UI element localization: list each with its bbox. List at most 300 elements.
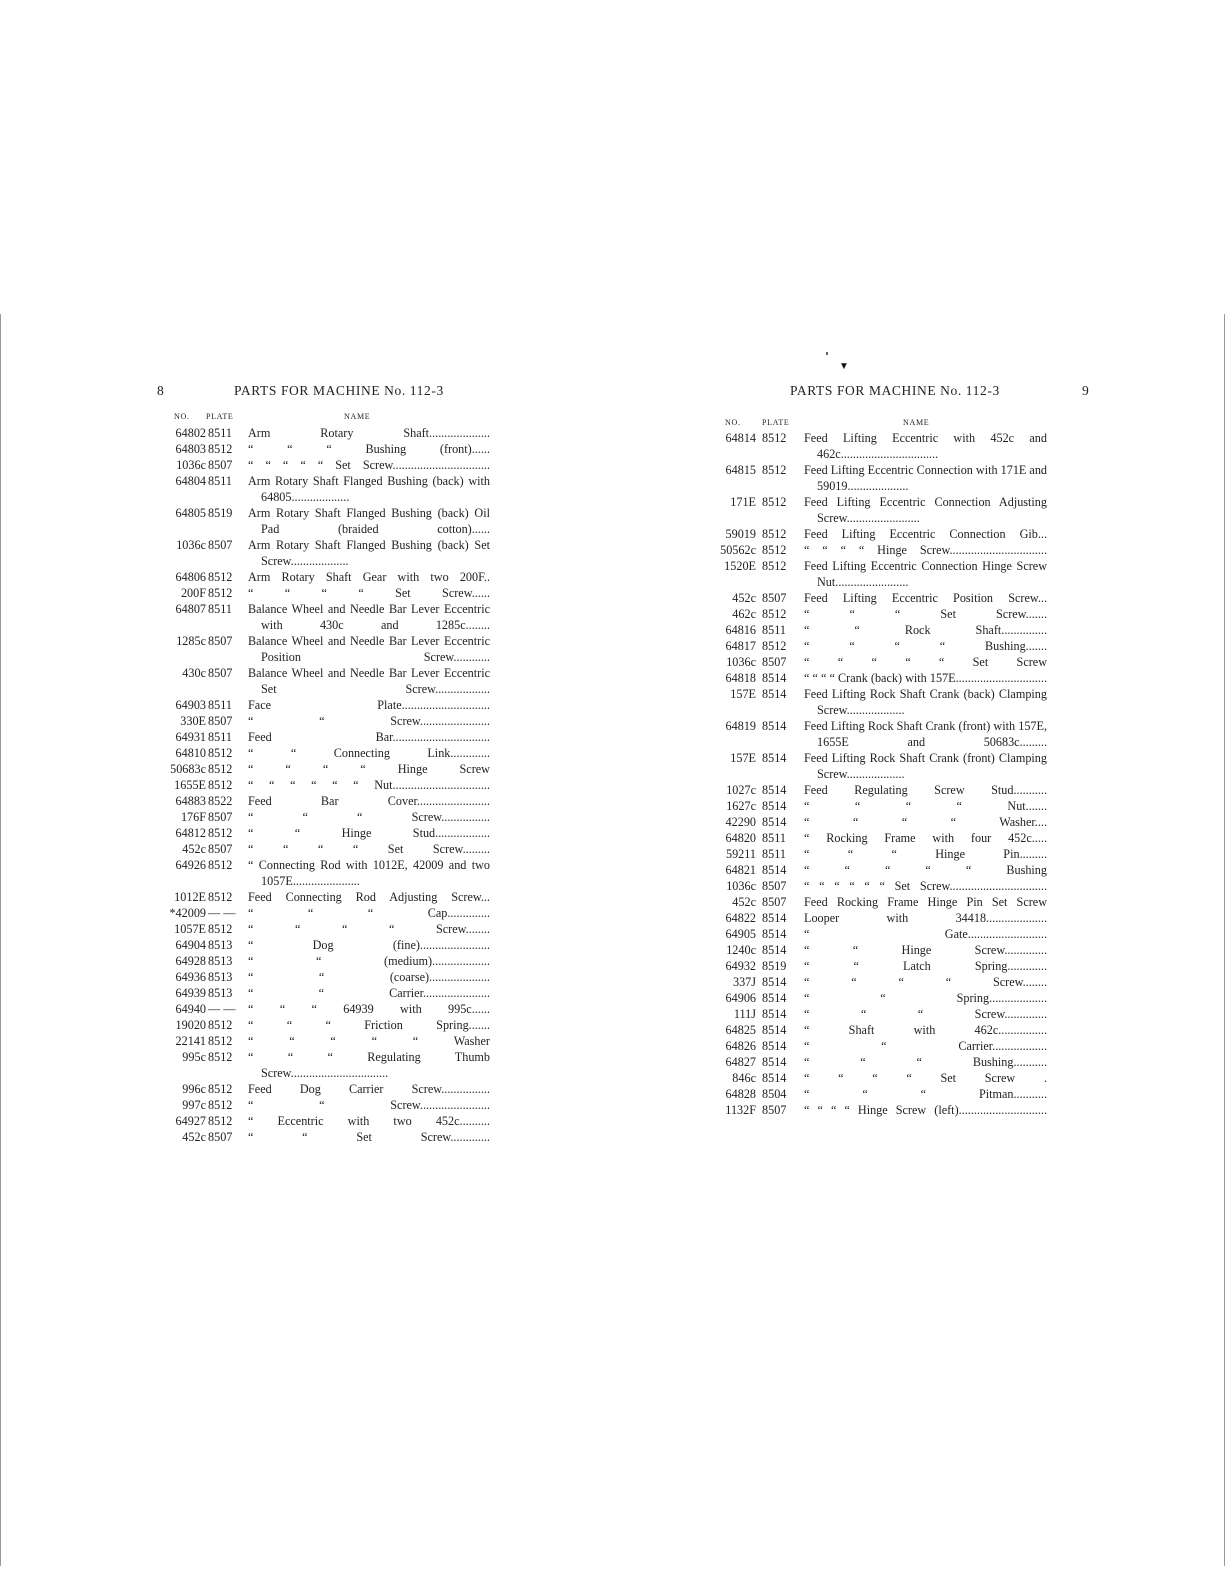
plate-number: 8512 — [208, 1018, 233, 1032]
plate-number: 8504 — [762, 1087, 787, 1101]
plate-number: 8511 — [208, 730, 232, 744]
plate-number: 8512 — [208, 890, 233, 904]
part-entry — [150, 793, 490, 809]
part-name: Feed Lifting Eccentric Position Screw... — [804, 591, 1047, 605]
part-name: “ “ Carrier...................... — [248, 986, 490, 1000]
part-name: Feed Lifting Eccentric Connection with 171E and 59019.................... — [804, 463, 1048, 493]
part-entry — [150, 1001, 490, 1017]
part-entry — [150, 1033, 490, 1049]
part-entry — [150, 777, 490, 793]
part-name: Looper with 34418.................... — [804, 911, 1047, 925]
part-number: 64904 — [175, 938, 206, 952]
part-number: *42009 — [169, 906, 206, 920]
plate-number: 8511 — [208, 426, 232, 440]
plate-number: 8511 — [762, 623, 786, 637]
running-head: PARTS FOR MACHINE No. 112-3 — [234, 383, 444, 398]
part-name: “ “ “ “ “ Washer — [248, 1034, 490, 1048]
plate-number: 8512 — [208, 1050, 233, 1064]
part-name: Arm Rotary Shaft.................... — [248, 426, 490, 440]
part-entry — [150, 633, 490, 665]
part-name: Feed Bar................................ — [248, 730, 490, 744]
part-number: 64806 — [175, 570, 206, 584]
part-entry — [150, 825, 490, 841]
part-name: “ “ “ Friction Spring....... — [248, 1018, 490, 1032]
part-entry — [150, 969, 490, 985]
part-entry — [150, 745, 490, 761]
part-number: 64817 — [725, 639, 756, 653]
part-number: 1036c — [176, 538, 206, 552]
part-entry — [700, 878, 1047, 894]
scan-mark: ▼ — [839, 361, 849, 372]
part-name: “ “ “ Bushing (front)...... — [248, 442, 490, 456]
plate-number: 8512 — [762, 527, 787, 541]
part-name: “ “ “ Screw.............. — [804, 1007, 1047, 1021]
part-number: 50683c — [170, 762, 206, 776]
part-number: 1036c — [726, 879, 756, 893]
part-entry — [700, 1038, 1047, 1054]
part-entry — [700, 558, 1047, 590]
part-name: “ “ Hinge Screw.............. — [804, 943, 1047, 957]
part-entry — [700, 718, 1047, 750]
part-name: “ “ Set Screw............. — [248, 1130, 490, 1144]
part-number: 59211 — [725, 847, 756, 861]
part-name: “ “ Spring................... — [804, 991, 1047, 1005]
part-number: 1285c — [176, 634, 206, 648]
part-entry — [150, 889, 490, 905]
part-number: 64926 — [175, 858, 206, 872]
part-entry — [150, 841, 490, 857]
part-name: Arm Rotary Shaft Gear with two 200F.. — [248, 570, 490, 584]
part-number: 64825 — [725, 1023, 756, 1037]
part-name: “ “ “ “ “ Set Screw................................ — [248, 458, 490, 472]
part-number: 1027c — [726, 783, 756, 797]
part-name: “ “ (medium)................... — [248, 954, 490, 968]
part-entry — [700, 1054, 1047, 1070]
plate-number: 8512 — [208, 826, 233, 840]
plate-number: 8514 — [762, 943, 787, 957]
part-name: “ Eccentric with two 452c.......... — [248, 1114, 490, 1128]
part-name: “ “ (coarse).................... — [248, 970, 490, 984]
part-name: “ “ Latch Spring............. — [804, 959, 1047, 973]
part-number: 64905 — [725, 927, 756, 941]
part-entry — [700, 1102, 1047, 1118]
part-entry — [150, 729, 490, 745]
part-entry — [700, 942, 1047, 958]
part-entry — [150, 505, 490, 537]
part-name: “ “ Connecting Link............. — [248, 746, 490, 760]
part-number: 171E — [730, 495, 756, 509]
plate-number: 8514 — [762, 799, 787, 813]
part-name: Feed Lifting Rock Shaft Crank (front) Clamping Screw................... — [804, 751, 1047, 781]
part-entry — [150, 921, 490, 937]
part-number: 19020 — [175, 1018, 206, 1032]
part-entry — [700, 542, 1047, 558]
part-name: “ Gate.......................... — [804, 927, 1047, 941]
plate-number: 8507 — [762, 655, 787, 669]
column-header-plate: PLATE — [762, 418, 790, 427]
plate-number: 8507 — [762, 895, 787, 909]
plate-number: 8512 — [208, 1082, 233, 1096]
part-name: Arm Rotary Shaft Flanged Bushing (back) with 64805................... — [248, 474, 490, 504]
part-number: 64906 — [725, 991, 756, 1005]
plate-number: 8507 — [208, 1130, 233, 1144]
plate-number: 8519 — [208, 506, 233, 520]
parts-list — [150, 425, 490, 1145]
part-number: 64803 — [175, 442, 206, 456]
plate-number: 8514 — [762, 815, 787, 829]
part-number: 64804 — [175, 474, 206, 488]
part-entry — [150, 761, 490, 777]
plate-number: 8514 — [762, 927, 787, 941]
plate-number: 8512 — [208, 762, 233, 776]
plate-number: 8512 — [762, 559, 787, 573]
plate-number: 8511 — [208, 602, 232, 616]
part-name: “ “ “ “ Screw........ — [248, 922, 490, 936]
plate-number: 8507 — [208, 810, 233, 824]
part-entry — [700, 926, 1047, 942]
part-name: “ “ “ Regulating Thumb Screw................................ — [248, 1050, 490, 1080]
page-number: 8 — [157, 383, 164, 398]
part-entry — [700, 830, 1047, 846]
part-number: 157E — [730, 751, 756, 765]
part-entry — [700, 462, 1047, 494]
running-head: PARTS FOR MACHINE No. 112-3 — [790, 383, 1000, 398]
plate-number: 8514 — [762, 1023, 787, 1037]
part-number: 64822 — [725, 911, 756, 925]
part-entry — [700, 494, 1047, 526]
plate-number: 8512 — [762, 463, 787, 477]
part-entry — [150, 473, 490, 505]
plate-number: 8514 — [762, 911, 787, 925]
plate-number: 8507 — [762, 879, 787, 893]
part-number: 1627c — [726, 799, 756, 813]
part-name: Feed Connecting Rod Adjusting Screw... — [248, 890, 490, 904]
plate-number: 8507 — [208, 538, 233, 552]
part-entry — [150, 985, 490, 1001]
part-name: “ Rocking Frame with four 452c..... — [804, 831, 1047, 845]
part-name: “ “ “ “ Hinge Screw (left)............................. — [804, 1103, 1047, 1117]
part-number: 22141 — [175, 1034, 206, 1048]
column-header-no: NO. — [174, 412, 190, 421]
part-entry — [700, 526, 1047, 542]
part-number: 50562c — [720, 543, 756, 557]
plate-number: 8512 — [208, 746, 233, 760]
plate-number: 8512 — [762, 543, 787, 557]
part-number: 64819 — [725, 719, 756, 733]
plate-number: 8512 — [208, 922, 233, 936]
part-number: 64936 — [175, 970, 206, 984]
part-number: 64818 — [725, 671, 756, 685]
part-entry — [150, 857, 490, 889]
part-entry — [150, 953, 490, 969]
part-entry — [700, 1070, 1047, 1086]
part-name: “ “ “ “ Washer.... — [804, 815, 1047, 829]
scan-edge-left — [0, 314, 1, 1566]
part-number: 330E — [180, 714, 206, 728]
part-name: “ “ “ “ Set Screw . — [804, 1071, 1047, 1085]
part-number: 64802 — [175, 426, 206, 440]
part-name: “ “ “ “ Nut....... — [804, 799, 1047, 813]
parts-list — [700, 430, 1047, 1118]
page-number: 9 — [1082, 383, 1089, 398]
part-number: 452c — [182, 842, 206, 856]
part-number: 1012E — [174, 890, 206, 904]
part-entry — [700, 430, 1047, 462]
part-number: 64815 — [725, 463, 756, 477]
part-number: 64821 — [725, 863, 756, 877]
part-name: “ “ “ Screw................ — [248, 810, 490, 824]
part-entry — [700, 686, 1047, 718]
plate-number: 8512 — [208, 586, 233, 600]
part-name: “ “ Screw....................... — [248, 1098, 490, 1112]
part-name: “ “ “ “ “ “ Nut................................ — [248, 778, 490, 792]
part-number: 64931 — [175, 730, 206, 744]
part-number: 1036c — [726, 655, 756, 669]
plate-number: 8513 — [208, 986, 233, 1000]
part-name: Feed Lifting Eccentric Connection Gib... — [804, 527, 1047, 541]
part-entry — [700, 670, 1047, 686]
plate-number: 8514 — [762, 863, 787, 877]
part-entry — [150, 905, 490, 921]
part-name: “ “ “ “ Set Screw......... — [248, 842, 490, 856]
part-entry — [150, 1097, 490, 1113]
plate-number: 8507 — [208, 714, 233, 728]
part-entry — [150, 713, 490, 729]
part-name: Feed Lifting Eccentric with 452c and 462c................................ — [804, 431, 1047, 461]
plate-number: 8507 — [762, 591, 787, 605]
plate-number: 8514 — [762, 975, 787, 989]
plate-number: 8514 — [762, 1039, 787, 1053]
part-name: “ “ Carrier.................. — [804, 1039, 1047, 1053]
part-entry — [700, 1022, 1047, 1038]
part-name: “ “ Screw....................... — [248, 714, 490, 728]
part-name: “ “ “ “ Crank (back) with 157E.............................. — [804, 671, 1047, 685]
part-number: 1240c — [726, 943, 756, 957]
part-name: Balance Wheel and Needle Bar Lever Eccentric Set Screw.................. — [248, 666, 490, 696]
plate-number: 8514 — [762, 1007, 787, 1021]
part-entry — [150, 809, 490, 825]
plate-number: 8514 — [762, 783, 787, 797]
part-number: 64812 — [175, 826, 206, 840]
part-entry — [700, 1086, 1047, 1102]
plate-number: 8522 — [208, 794, 233, 808]
plate-number: 8512 — [208, 858, 233, 872]
part-number: 64928 — [175, 954, 206, 968]
part-name: “ “ “ “ Bushing....... — [804, 639, 1047, 653]
plate-number: 8507 — [762, 1103, 787, 1117]
part-entry — [700, 846, 1047, 862]
part-entry — [150, 601, 490, 633]
plate-number: 8512 — [208, 1034, 233, 1048]
part-name: “ “ “ “ “ Bushing — [804, 863, 1047, 877]
part-entry — [150, 457, 490, 473]
part-number: 64940 — [175, 1002, 206, 1016]
part-name: “ “ “ “ “ Set Screw — [804, 655, 1047, 669]
part-number: 64939 — [175, 986, 206, 1000]
part-entry — [150, 441, 490, 457]
part-name: “ Dog (fine)....................... — [248, 938, 490, 952]
part-number: 337J — [732, 975, 756, 989]
part-number: 846c — [732, 1071, 756, 1085]
part-number: 64827 — [725, 1055, 756, 1069]
plate-number: 8512 — [208, 1114, 233, 1128]
part-name: Balance Wheel and Needle Bar Lever Eccentric with 430c and 1285c........ — [248, 602, 490, 632]
plate-number: 8512 — [762, 431, 787, 445]
part-name: “ “ “ Cap.............. — [248, 906, 490, 920]
part-number: 200F — [180, 586, 206, 600]
part-number: 1036c — [176, 458, 206, 472]
part-entry — [700, 798, 1047, 814]
plate-number: 8512 — [208, 442, 233, 456]
part-number: 430c — [182, 666, 206, 680]
plate-number: 8511 — [762, 831, 786, 845]
part-number: 64932 — [725, 959, 756, 973]
plate-number: 8514 — [762, 1055, 787, 1069]
part-name: “ “ “ “ Screw........ — [804, 975, 1047, 989]
part-number: 1520E — [724, 559, 756, 573]
part-number: 42290 — [725, 815, 756, 829]
plate-number: 8507 — [208, 666, 233, 680]
part-name: Arm Rotary Shaft Flanged Bushing (back) Oil Pad (braided cotton)...... — [248, 506, 490, 536]
part-name: “ “ “ Set Screw....... — [804, 607, 1047, 621]
column-header-no: NO. — [725, 418, 741, 427]
part-entry — [700, 750, 1047, 782]
part-entry — [150, 1049, 490, 1081]
part-name: Feed Lifting Eccentric Connection Adjusting Screw........................ — [804, 495, 1047, 525]
plate-number: 8514 — [762, 671, 787, 685]
part-name: “ “ “ “ Set Screw...... — [248, 586, 490, 600]
part-entry — [700, 990, 1047, 1006]
plate-number: 8511 — [208, 474, 232, 488]
part-entry — [700, 782, 1047, 798]
part-entry — [700, 638, 1047, 654]
scan-speck — [826, 352, 828, 355]
part-entry — [700, 958, 1047, 974]
part-name: “ “ “ “ Hinge Screw — [248, 762, 490, 776]
part-name: Face Plate............................. — [248, 698, 490, 712]
part-number: 64805 — [175, 506, 206, 520]
plate-number: — — — [208, 1002, 236, 1016]
part-entry — [150, 1129, 490, 1145]
part-number: 64826 — [725, 1039, 756, 1053]
plate-number: 8514 — [762, 687, 787, 701]
part-number: 59019 — [725, 527, 756, 541]
part-number: 176F — [180, 810, 206, 824]
part-entry — [150, 665, 490, 697]
plate-number: 8513 — [208, 970, 233, 984]
part-name: “ “ “ “ Hinge Screw................................ — [804, 543, 1047, 557]
column-header-name: NAME — [344, 412, 371, 421]
part-number: 64814 — [725, 431, 756, 445]
part-number: 996c — [182, 1082, 206, 1096]
column-header-plate: PLATE — [206, 412, 234, 421]
part-entry — [700, 894, 1047, 910]
part-name: “ “ “ Bushing........... — [804, 1055, 1047, 1069]
plate-number: 8507 — [208, 842, 233, 856]
part-number: 462c — [732, 607, 756, 621]
part-name: Feed Lifting Rock Shaft Crank (front) with 157E, 1655E and 50683c......... — [804, 719, 1047, 749]
part-entry — [700, 654, 1047, 670]
part-name: Feed Regulating Screw Stud........... — [804, 783, 1047, 797]
part-entry — [700, 1006, 1047, 1022]
part-entry — [150, 569, 490, 585]
plate-number: 8512 — [762, 607, 787, 621]
part-name: Feed Bar Cover........................ — [248, 794, 490, 808]
part-number: 157E — [730, 687, 756, 701]
part-entry — [700, 974, 1047, 990]
part-name: “ “ “ Pitman........... — [804, 1087, 1047, 1101]
plate-number: 8511 — [208, 698, 232, 712]
plate-number: 8512 — [762, 495, 787, 509]
part-name: “ “ “ “ “ “ Set Screw................................ — [804, 879, 1047, 893]
part-number: 1057E — [174, 922, 206, 936]
part-number: 64883 — [175, 794, 206, 808]
part-entry — [700, 590, 1047, 606]
part-entry — [150, 585, 490, 601]
plate-number: 8514 — [762, 991, 787, 1005]
plate-number: 8513 — [208, 938, 233, 952]
part-number: 995c — [182, 1050, 206, 1064]
plate-number: 8511 — [762, 847, 786, 861]
part-number: 1655E — [174, 778, 206, 792]
plate-number: 8514 — [762, 751, 787, 765]
part-name: Feed Rocking Frame Hinge Pin Set Screw — [804, 895, 1047, 909]
part-entry — [150, 425, 490, 441]
part-name: Feed Lifting Rock Shaft Crank (back) Clamping Screw................... — [804, 687, 1047, 717]
part-name: “ “ Rock Shaft............... — [804, 623, 1047, 637]
part-entry — [700, 910, 1047, 926]
part-name: Arm Rotary Shaft Flanged Bushing (back) Set Screw................... — [248, 538, 490, 568]
plate-number: 8514 — [762, 1071, 787, 1085]
part-name: “ Connecting Rod with 1012E, 42009 and two 1057E...................... — [248, 858, 490, 888]
plate-number: 8512 — [762, 639, 787, 653]
plate-number: 8512 — [208, 1098, 233, 1112]
part-number: 452c — [732, 591, 756, 605]
part-name: “ “ “ 64939 with 995c...... — [248, 1002, 490, 1016]
part-entry — [700, 606, 1047, 622]
part-entry — [700, 814, 1047, 830]
plate-number: 8519 — [762, 959, 787, 973]
part-entry — [150, 697, 490, 713]
part-number: 997c — [182, 1098, 206, 1112]
part-entry — [150, 937, 490, 953]
part-entry — [150, 1081, 490, 1097]
part-number: 64927 — [175, 1114, 206, 1128]
part-number: 64810 — [175, 746, 206, 760]
part-name: “ “ Hinge Stud.................. — [248, 826, 490, 840]
part-entry — [150, 537, 490, 569]
part-number: 64820 — [725, 831, 756, 845]
part-name: “ Shaft with 462c................ — [804, 1023, 1047, 1037]
plate-number: 8507 — [208, 458, 233, 472]
plate-number: 8513 — [208, 954, 233, 968]
plate-number: — — — [208, 906, 236, 920]
part-number: 64807 — [175, 602, 206, 616]
part-name: Feed Dog Carrier Screw................ — [248, 1082, 490, 1096]
plate-number: 8514 — [762, 719, 787, 733]
part-number: 64816 — [725, 623, 756, 637]
plate-number: 8512 — [208, 570, 233, 584]
plate-number: 8507 — [208, 634, 233, 648]
part-entry — [150, 1017, 490, 1033]
part-number: 452c — [732, 895, 756, 909]
part-entry — [150, 1113, 490, 1129]
part-number: 111J — [733, 1007, 756, 1021]
part-number: 64828 — [725, 1087, 756, 1101]
part-entry — [700, 862, 1047, 878]
plate-number: 8512 — [208, 778, 233, 792]
part-name: Balance Wheel and Needle Bar Lever Eccentric Position Screw............ — [248, 634, 490, 664]
